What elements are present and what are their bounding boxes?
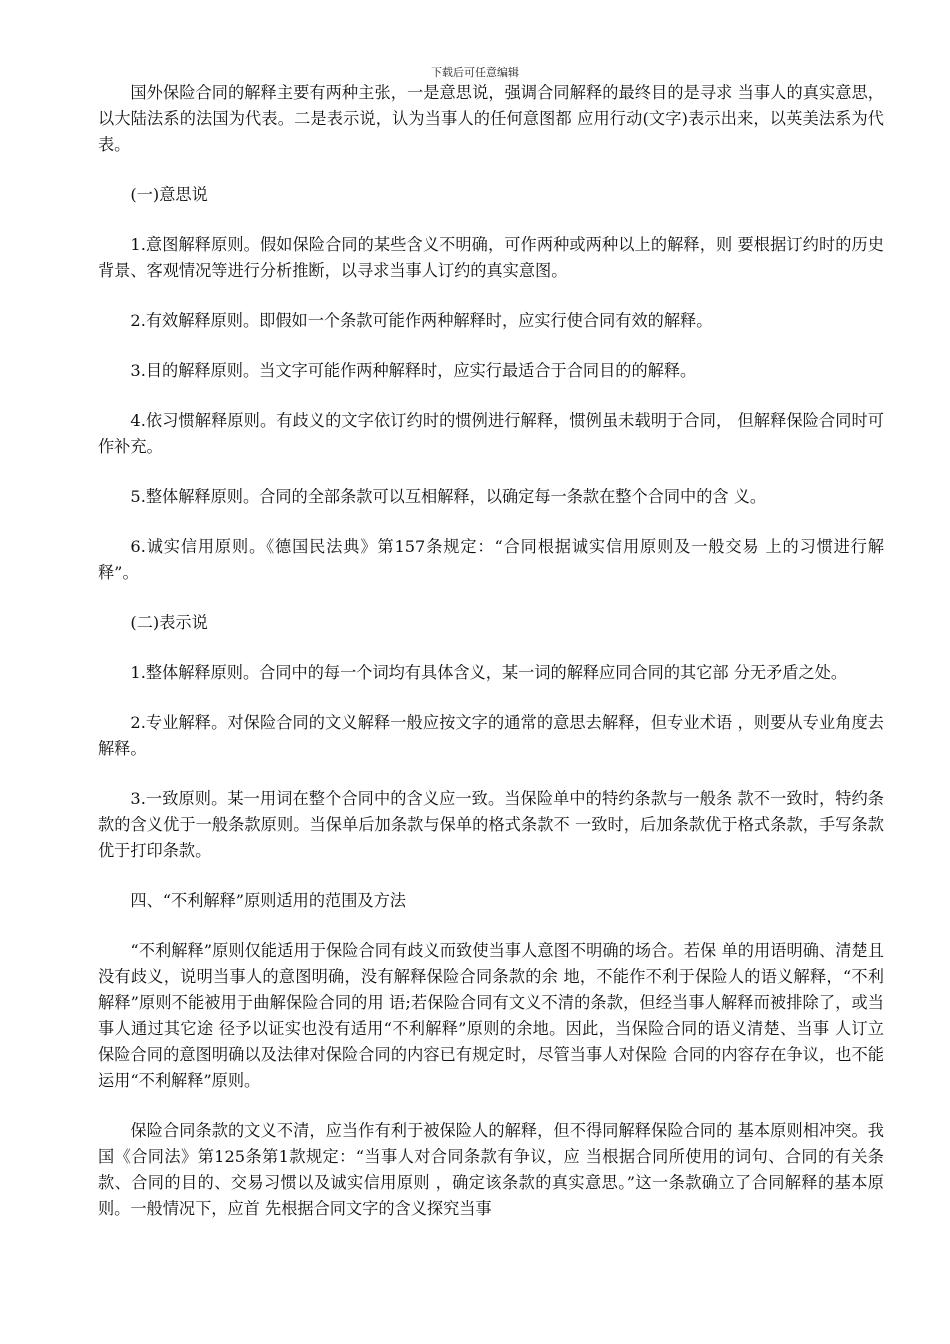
list-item-effective-interpretation: 2.有效解释原则。即假如一个条款可能作两种解释时，应实行使合同有效的解释。 <box>130 311 713 330</box>
body-paragraph-contract-law: 保险合同条款的文义不清，应当作有利于被保险人的解释，但不得同解释保险合同的 基本原则相冲突。我国《合同法》第125条第1款规定：“当事人对合同条款有争议，应 当根据合同所使用的词句、合同的有关条款、合同的目的、交易习惯以及诚实信用原则 ，确定该条款的真实意思。”这一条款确立了合同解释的基本原则。一般情况下，应首 先根据合同文字的含义探究当事 <box>98 1121 884 1218</box>
list-item-custom-interpretation: 4.依习惯解释原则。有歧义的文字依订约时的惯例进行解释，惯例虽未载明于合同， 但解释保险合同时可作补充。 <box>98 411 884 456</box>
list-item-intent-interpretation: 1.意图解释原则。假如保险合同的某些含义不明确，可作两种或两种以上的解释，则 要根据订约时的历史背景、客观情况等进行分析推断，以寻求当事人订约的真实意图。 <box>98 235 884 280</box>
list-item-good-faith: 6.诚实信用原则。《德国民法典》第157条规定：“合同根据诚实信用原则及一般交易 上的习惯进行解释”。 <box>98 537 884 582</box>
list-item-purpose-interpretation: 3.目的解释原则。当文字可能作两种解释时，应实行最适合于合同目的的解释。 <box>130 361 697 380</box>
list-item-holistic-principle: 1.整体解释原则。合同中的每一个词均有具体含义，某一词的解释应同合同的其它部 分无矛盾之处。 <box>130 663 848 682</box>
section-heading-intent-theory: (一)意思说 <box>130 185 208 204</box>
document-body <box>98 80 884 1246</box>
intro-paragraph: 国外保险合同的解释主要有两种主张，一是意思说，强调合同解释的最终目的是寻求 当事人的真实意思，以大陆法系的法国为代表。二是表示说，认为当事人的任何意图都 应用行动(文字)表示出来，以英美法系为代表。 <box>98 83 884 154</box>
list-item-professional-interpretation: 2.专业解释。对保险合同的文义解释一般应按文字的通常的意思去解释，但专业术语 ，则要从专业角度去解释。 <box>98 713 884 758</box>
section-heading-contra-proferentem: 四、“不利解释”原则适用的范围及方法 <box>130 891 406 910</box>
list-item-holistic-interpretation: 5.整体解释原则。合同的全部条款可以互相解释，以确定每一条款在整个合同中的含 义。 <box>130 487 767 506</box>
list-item-consistency-principle: 3.一致原则。某一用词在整个合同中的含义应一致。当保险单中的特约条款与一般条 款不一致时，特约条款的含义优于一般条款原则。当保单后加条款与保单的格式条款不 一致时，后加条款优于格式条款，手写条款优于打印条款。 <box>98 789 884 860</box>
body-paragraph-scope: “不利解释”原则仅能适用于保险合同有歧义而致使当事人意图不明确的场合。若保 单的用语明确、清楚且没有歧义，说明当事人的意图明确，没有解释保险合同条款的余 地，不能作不利于保险人的语义解释，“不利解释”原则不能被用于曲解保险合同的用 语;若保险合同有文义不清的条款，但经当事人解释而被排除了，或当事人通过其它途 径予以证实也没有适用“不利解释”原则的余地。因此，当保险合同的语义清楚、当事 人订立保险合同的意图明确以及法律对保险合同的内容已有规定时，尽管当事人对保险 合同的内容存在争议，也不能运用“不利解释”原则。 <box>98 941 884 1090</box>
section-heading-expression-theory: (二)表示说 <box>130 613 208 632</box>
header-note: 下载后可任意编辑 <box>431 66 519 79</box>
